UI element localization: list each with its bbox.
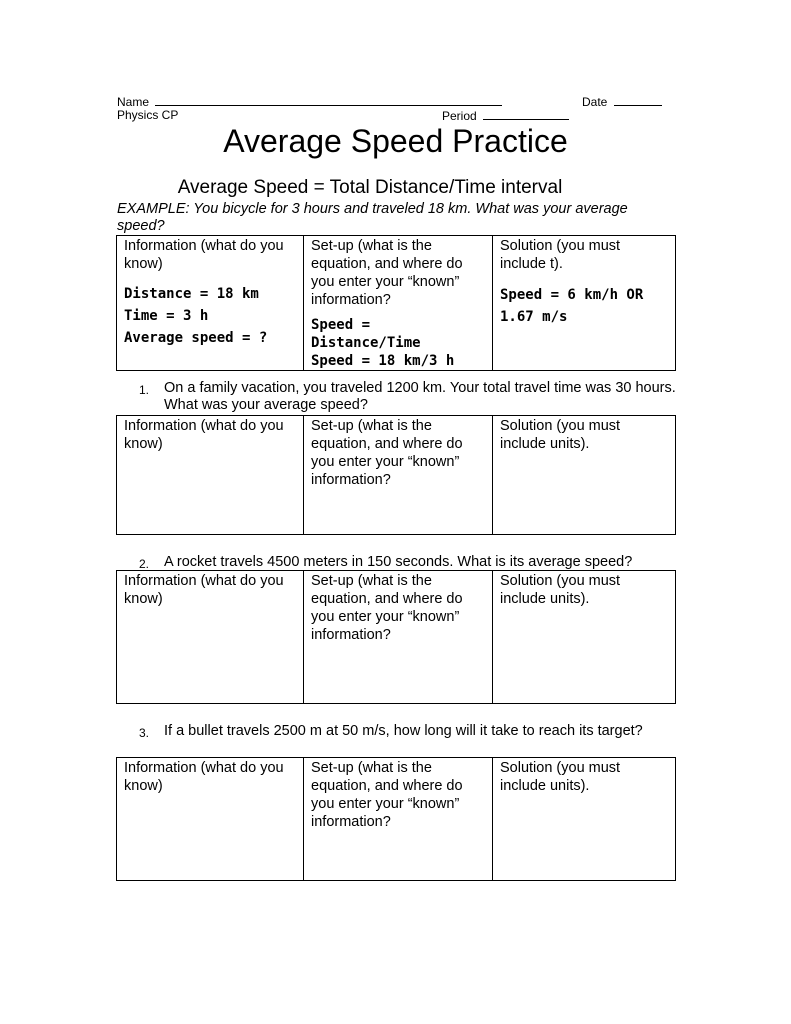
- info-header: Information (what do you know): [124, 573, 284, 607]
- solution-answer-cell[interactable]: [493, 571, 676, 704]
- question-2: [139, 554, 679, 571]
- question-number: 2.: [139, 557, 150, 571]
- solution-header: Solution (you must include units).: [500, 760, 621, 794]
- setup-answer-cell[interactable]: [304, 758, 493, 881]
- example-setup-line: Speed = 18 km/3 h: [311, 353, 455, 369]
- setup-header: Set-up (what is the equation, and where do you enter your “known” information?: [311, 238, 463, 308]
- setup-answer-cell[interactable]: [304, 416, 493, 535]
- example-info-cell: [117, 236, 304, 371]
- setup-answer-cell[interactable]: [304, 571, 493, 704]
- solution-answer-cell[interactable]: [493, 758, 676, 881]
- info-answer-cell[interactable]: [117, 571, 304, 704]
- period-label: Period: [442, 109, 477, 123]
- question-text: On a family vacation, you traveled 1200 km. Your total travel time was 30 hours. What was your average speed?: [164, 380, 676, 413]
- question-number: 1.: [139, 383, 150, 397]
- date-label: Date: [582, 95, 608, 109]
- example-setup-line: Speed = Distance/Time: [311, 317, 421, 351]
- example-info-line: Distance = 18 km: [124, 286, 259, 302]
- class-label: Physics CP: [117, 108, 179, 122]
- setup-header: Set-up (what is the equation, and where do you enter your “known” information?: [311, 418, 463, 488]
- period-blank[interactable]: [483, 108, 569, 120]
- info-header: Information (what do you know): [124, 418, 284, 452]
- info-answer-cell[interactable]: [117, 416, 304, 535]
- solution-header: Solution (you must include t).: [500, 238, 621, 272]
- solution-answer-cell[interactable]: [493, 416, 676, 535]
- question-text: If a bullet travels 2500 m at 50 m/s, how long will it take to reach its target?: [164, 723, 643, 739]
- example-solution-line: 1.67 m/s: [500, 309, 568, 325]
- question-3: [139, 723, 679, 740]
- question-1: [139, 380, 679, 414]
- solution-header: Solution (you must include units).: [500, 573, 621, 607]
- date-field[interactable]: [582, 94, 662, 109]
- example-prompt: EXAMPLE: You bicycle for 3 hours and traveled 18 km. What was your average speed?: [117, 201, 628, 234]
- example-info-line: Average speed = ?: [124, 330, 268, 346]
- name-label: Name: [117, 95, 150, 109]
- example-solution-line: Speed = 6 km/h OR: [500, 287, 644, 303]
- formula-heading: Average Speed = Total Distance/Time interval: [177, 177, 563, 198]
- question-text: A rocket travels 4500 meters in 150 seconds. What is its average speed?: [164, 554, 633, 570]
- example-table: [116, 235, 676, 371]
- question-2-table: [116, 570, 676, 704]
- question-number: 3.: [139, 726, 150, 740]
- solution-header: Solution (you must include units).: [500, 418, 621, 452]
- setup-header: Set-up (what is the equation, and where do you enter your “known” information?: [311, 760, 463, 830]
- example-setup-cell: [304, 236, 493, 371]
- date-blank[interactable]: [614, 94, 662, 106]
- question-3-table: [116, 757, 676, 881]
- example-info-line: Time = 3 h: [124, 308, 209, 324]
- info-answer-cell[interactable]: [117, 758, 304, 881]
- page-title: Average Speed Practice: [223, 123, 568, 159]
- question-1-table: [116, 415, 676, 535]
- period-field[interactable]: [442, 108, 569, 123]
- example-solution-cell: [493, 236, 676, 371]
- setup-header: Set-up (what is the equation, and where do you enter your “known” information?: [311, 573, 463, 643]
- info-header: Information (what do you know): [124, 238, 284, 272]
- name-field[interactable]: [117, 94, 502, 109]
- name-blank[interactable]: [155, 94, 502, 106]
- info-header: Information (what do you know): [124, 760, 284, 794]
